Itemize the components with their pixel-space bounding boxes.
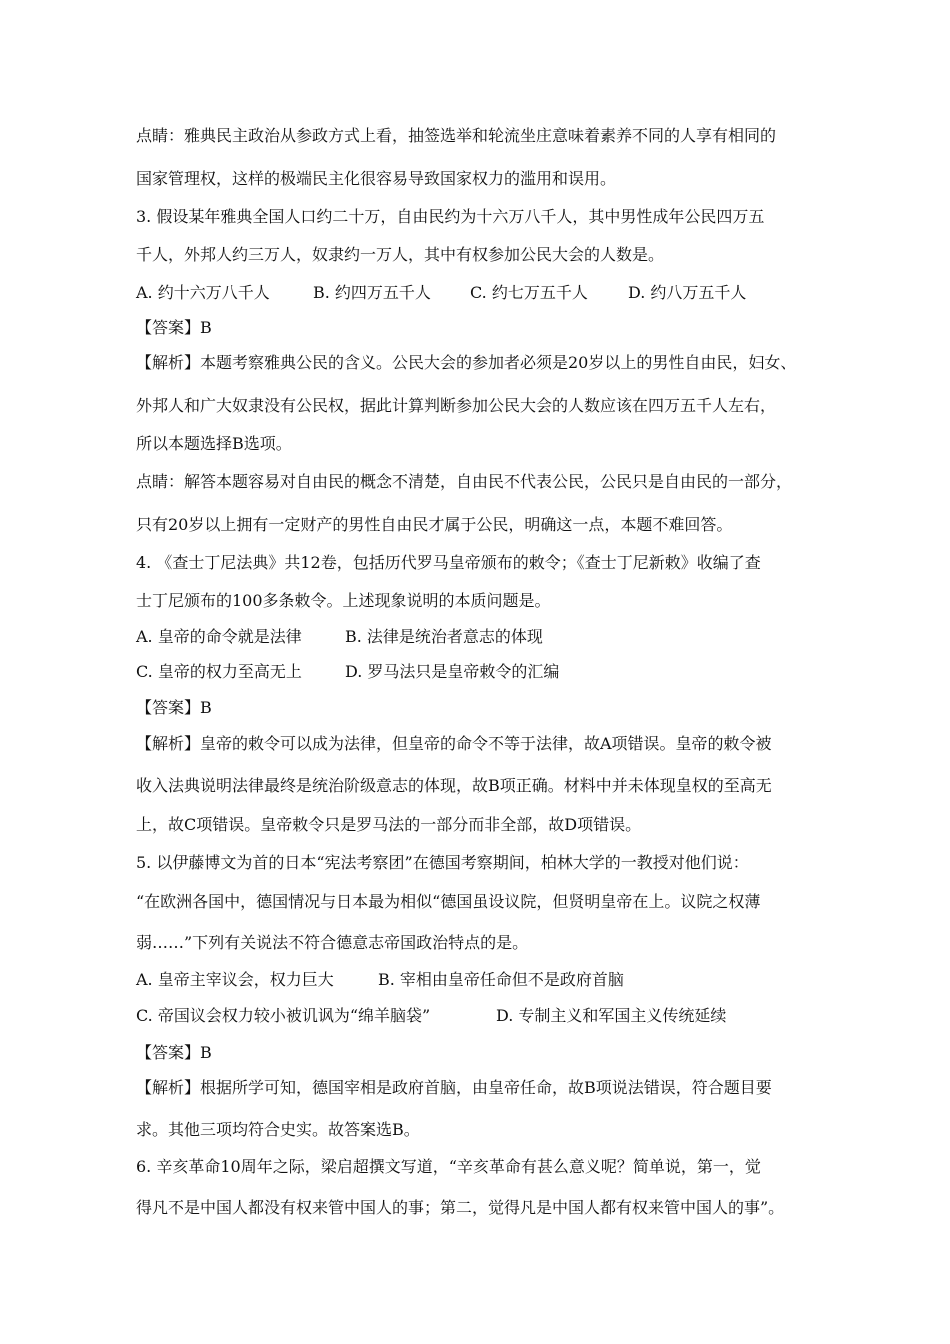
q3-option-d: D. 约八万五千人 (628, 283, 747, 302)
answer-line: 【答案】B (136, 1043, 212, 1062)
analysis-line: 【解析】本题考察雅典公民的含义。公民大会的参加者必须是20岁以上的男性自由民，妇女、 (136, 353, 797, 372)
text-line: 只有20岁以上拥有一定财产的男性自由民才属于公民，明确这一点，本题不难回答。 (136, 515, 733, 534)
text-line: 外邦人和广大奴隶没有公民权，据此计算判断参加公民大会的人数应该在四万五千人左右， (136, 396, 777, 415)
text-line: 国家管理权，这样的极端民主化很容易导致国家权力的滥用和误用。 (136, 169, 617, 188)
text-line: 求。其他三项均符合史实。故答案选B。 (136, 1120, 420, 1139)
analysis-line: 【解析】皇帝的敕令可以成为法律，但皇帝的命令不等于法律，故A项错误。皇帝的敕令被 (136, 734, 772, 753)
text-line: 点睛：雅典民主政治从参政方式上看，抽签选举和轮流坐庄意味着素养不同的人享有相同的 (136, 126, 777, 145)
question-5-stem: 5. 以伊藤博文为首的日本“宪法考察团”在德国考察期间，柏林大学的一教授对他们说： (136, 853, 749, 872)
text-line: “在欧洲各国中，德国情况与日本最为相似“德国虽设议院，但贤明皇帝在上。议院之权薄 (136, 892, 761, 911)
q5-option-c: C. 帝国议会权力较小被讥讽为“绵羊脑袋” (136, 1006, 431, 1025)
question-3-stem: 3. 假设某年雅典全国人口约二十万，自由民约为十六万八千人，其中男性成年公民四万五 (136, 207, 765, 226)
text-line: 弱……”下列有关说法不符合德意志帝国政治特点的是。 (136, 933, 529, 952)
q5-option-b: B. 宰相由皇帝任命但不是政府首脑 (378, 970, 624, 989)
text-line: 所以本题选择B选项。 (136, 434, 292, 453)
answer-line: 【答案】B (136, 318, 212, 337)
q4-option-d: D. 罗马法只是皇帝敕令的汇编 (345, 662, 560, 681)
text-line: 收入法典说明法律最终是统治阶级意志的体现，故B项正确。材料中并未体现皇权的至高无 (136, 776, 772, 795)
text-line: 上，故C项错误。皇帝敕令只是罗马法的一部分而非全部，故D项错误。 (136, 815, 642, 834)
analysis-line: 【解析】根据所学可知，德国宰相是政府首脑，由皇帝任命，故B项说法错误，符合题目要 (136, 1078, 772, 1097)
text-line: 点睛：解答本题容易对自由民的概念不清楚，自由民不代表公民，公民只是自由民的一部分， (136, 472, 793, 491)
q5-option-a: A. 皇帝主宰议会，权力巨大 (136, 970, 334, 989)
q3-option-c: C. 约七万五千人 (470, 283, 588, 302)
q4-option-b: B. 法律是统治者意志的体现 (345, 627, 543, 646)
q3-option-a: A. 约十六万八千人 (136, 283, 270, 302)
text-line: 千人，外邦人约三万人，奴隶约一万人，其中有权参加公民大会的人数是。 (136, 245, 665, 264)
question-4-stem: 4. 《查士丁尼法典》共12卷，包括历代罗马皇帝颁布的敕令；《查士丁尼新敕》收编了查 (136, 553, 761, 572)
question-6-stem: 6. 辛亥革命10周年之际，梁启超撰文写道，“辛亥革命有甚么意义呢？简单说，第一，觉 (136, 1157, 761, 1176)
text-line: 士丁尼颁布的100多条敕令。上述现象说明的本质问题是。 (136, 591, 551, 610)
text-line: 得凡不是中国人都没有权来管中国人的事；第二，觉得凡是中国人都有权来管中国人的事”。 (136, 1198, 785, 1217)
q5-option-d: D. 专制主义和军国主义传统延续 (496, 1006, 727, 1025)
answer-line: 【答案】B (136, 698, 212, 717)
q3-option-b: B. 约四万五千人 (313, 283, 431, 302)
q4-option-c: C. 皇帝的权力至高无上 (136, 662, 302, 681)
q4-option-a: A. 皇帝的命令就是法律 (136, 627, 302, 646)
